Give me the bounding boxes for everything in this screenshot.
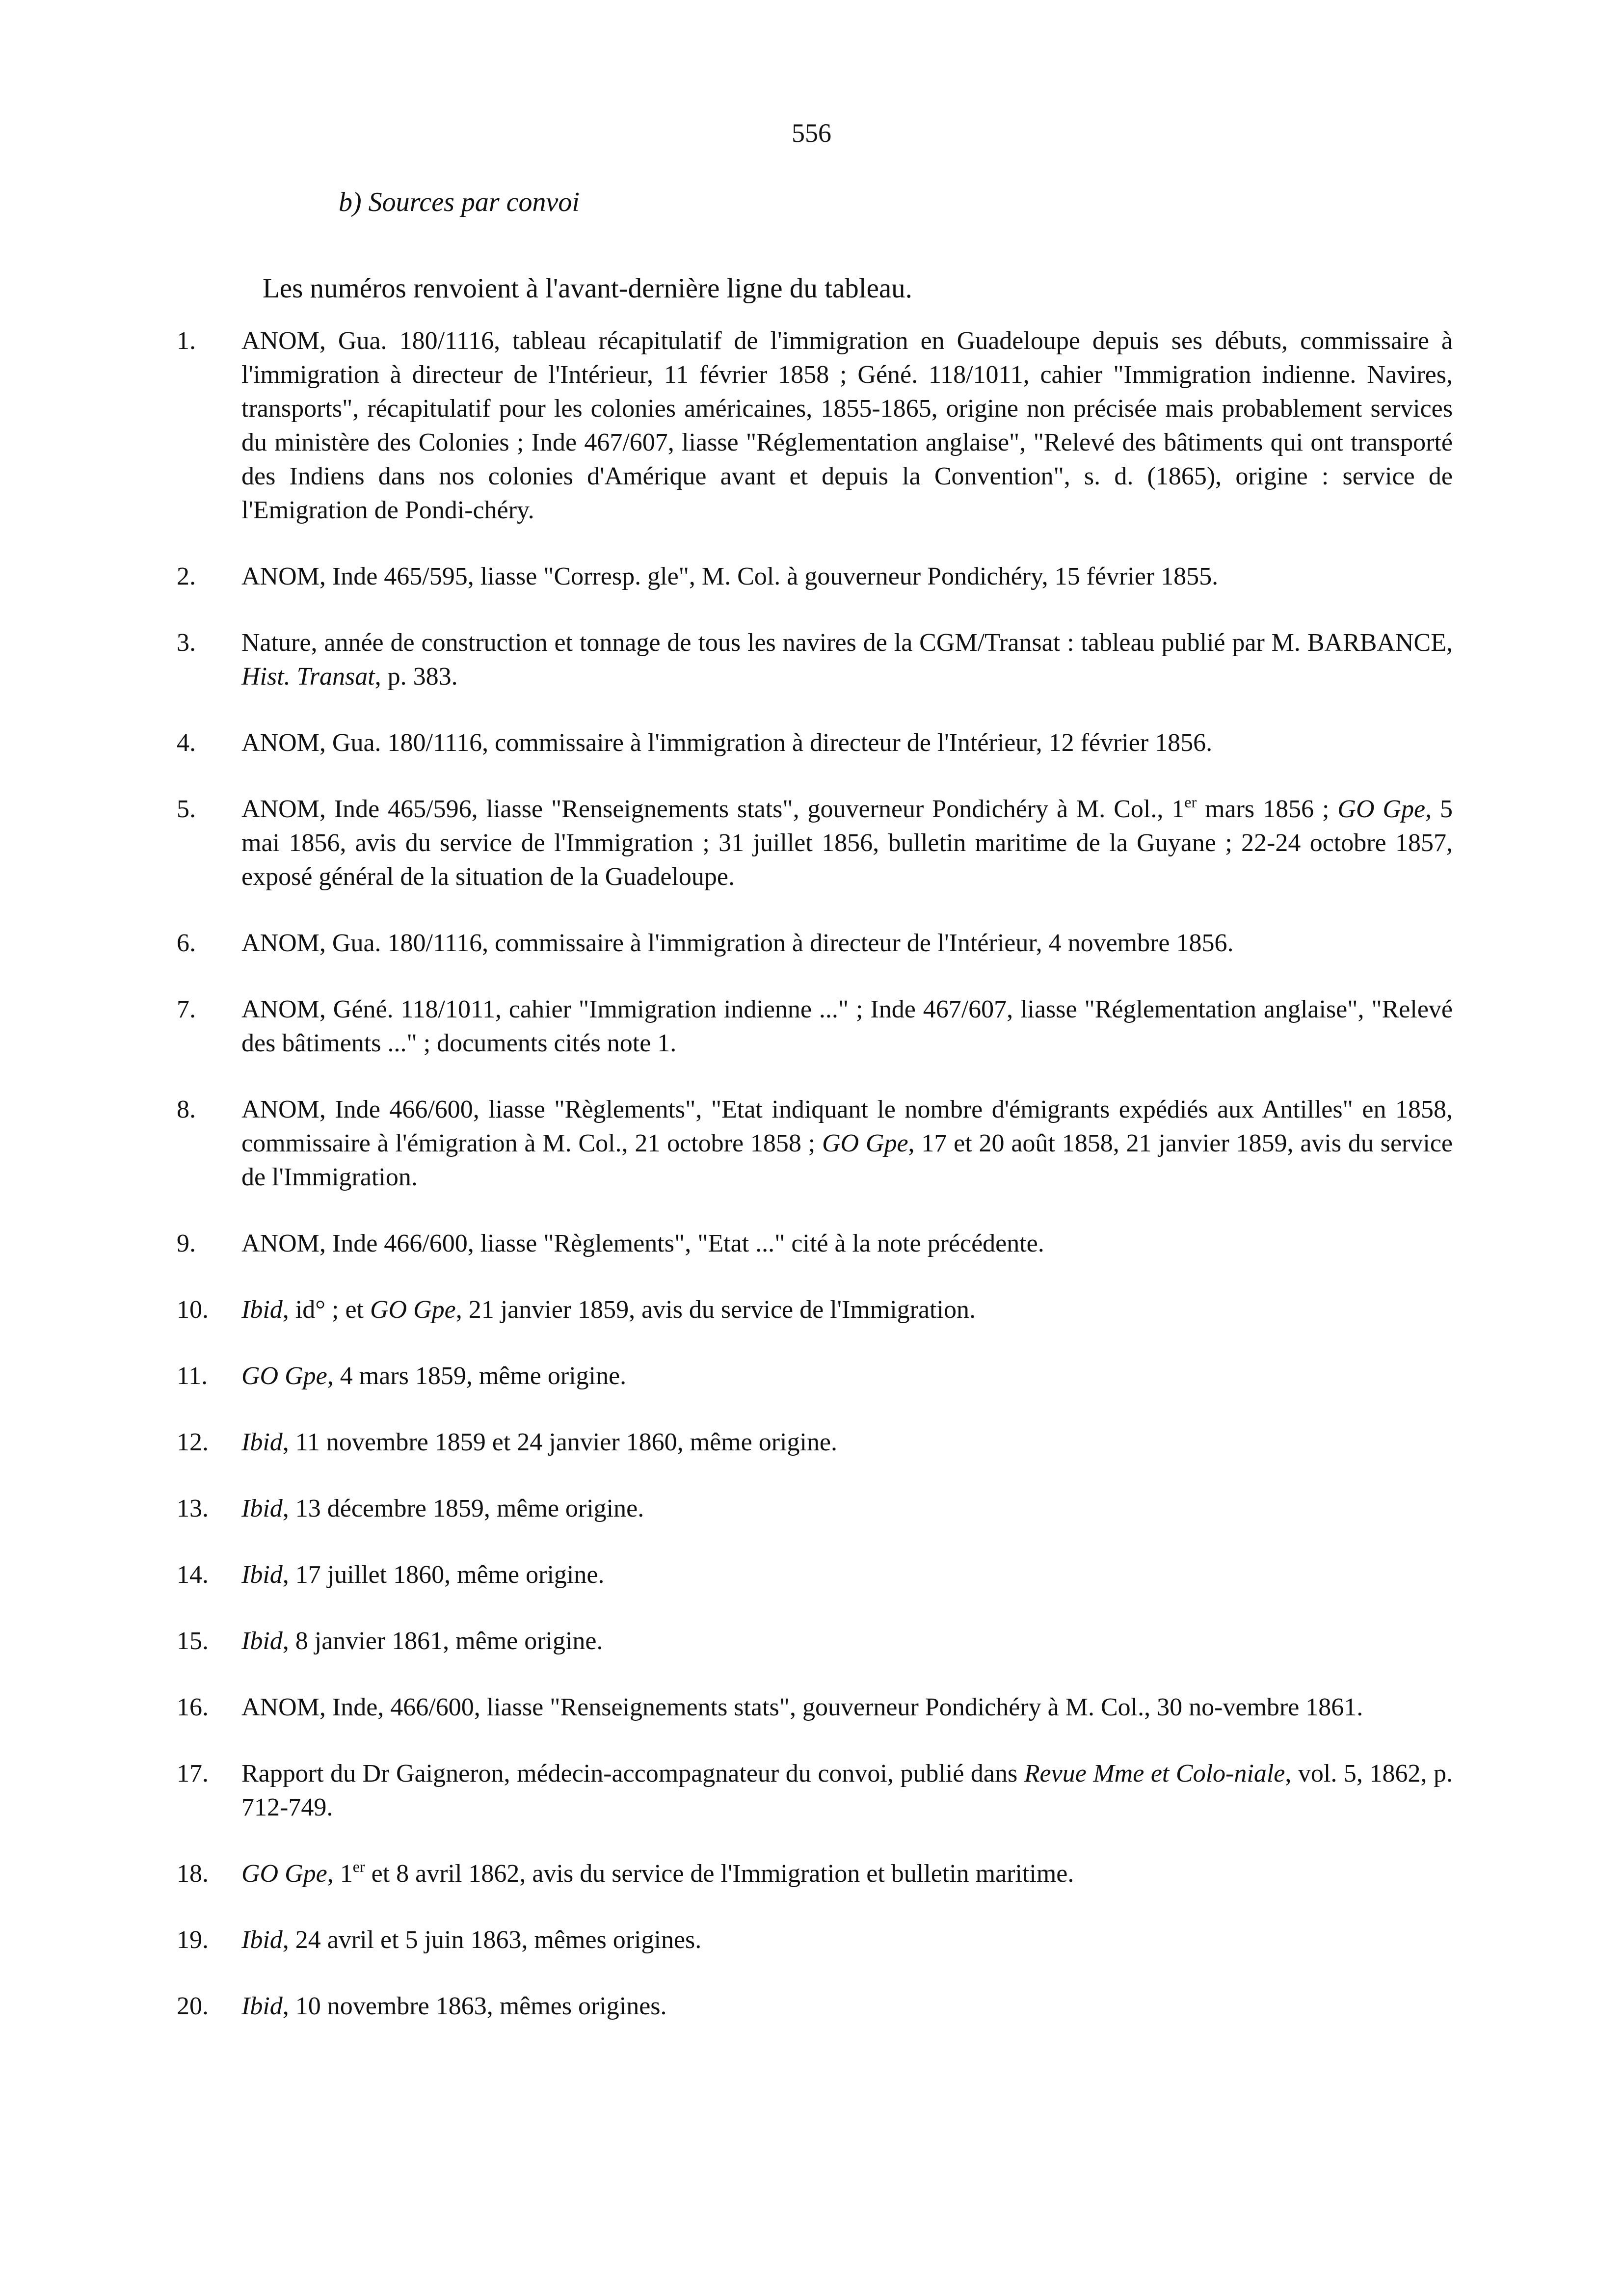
note-text: Ibid, 13 décembre 1859, même origine. [241,1495,644,1522]
note-number: 5. [177,795,196,823]
source-note [177,1359,1453,1393]
note-text: Ibid, 10 novembre 1863, mêmes origines. [241,1992,667,2020]
note-number: 8. [177,1095,196,1123]
note-text: Ibid, id° ; et GO Gpe, 21 janvier 1859, avis du service de l'Immigration. [241,1296,976,1324]
source-note [177,726,1453,760]
note-text: GO Gpe, 1er et 8 avril 1862, avis du service de l'Immigration et bulletin maritime. [241,1858,1074,1888]
note-text: ANOM, Inde 465/596, liasse "Renseignements stats", gouverneur Pondichéry à M. Col., 1er mars 1856 ; GO Gpe, 5 mai 1856, avis du service de l'Immigration ; 31 juillet 1856, bulletin maritime de la Guyane ; 22-24 octobre 1857, exposé général de la situation de la Guadeloupe. [241,793,1453,891]
source-note [177,1757,1453,1824]
source-note [177,1624,1453,1658]
source-note [177,560,1453,593]
source-note [177,626,1453,694]
note-text: GO Gpe, 4 mars 1859, même origine. [241,1362,627,1390]
note-text: Ibid, 24 avril et 5 juin 1863, mêmes origines. [241,1926,702,1954]
note-text: ANOM, Inde 465/595, liasse "Corresp. gle", M. Col. à gouverneur Pondichéry, 15 février 1855. [241,562,1219,590]
note-number: 17. [177,1760,209,1788]
note-number: 19. [177,1926,209,1954]
note-number: 14. [177,1561,209,1589]
source-note [177,926,1453,960]
note-number: 7. [177,995,196,1023]
source-note [177,1492,1453,1525]
note-text: ANOM, Gua. 180/1116, tableau récapitulatif de l'immigration en Guadeloupe depuis ses débuts, commissaire à l'immigration à directeur de l'Intérieur, 11 février 1858 ; Géné. 118/1011, cahier "Immigration indienne. Navires, transports", récapitulatif pour les colonies américaines, 1855-1865, origine non précisée mais probablement services du ministère des Colonies ; Inde 467/607, liasse "Réglementation anglaise", "Relevé des bâtiments qui ont transporté des Indiens dans nos colonies d'Amérique avant et depuis la Convention", s. d. (1865), origine : service de l'Emigration de Pondi-chéry. [241,327,1453,524]
note-number: 9. [177,1229,196,1257]
note-number: 13. [177,1495,209,1522]
note-number: 6. [177,929,196,957]
note-number: 3. [177,629,196,657]
note-number: 1. [177,327,196,355]
note-text: Ibid, 8 janvier 1861, même origine. [241,1627,603,1655]
note-number: 18. [177,1860,209,1888]
note-text: ANOM, Inde, 466/600, liasse "Renseignements stats", gouverneur Pondichéry à M. Col., 30 no-vembre 1861. [241,1693,1363,1721]
note-text: Nature, année de construction et tonnage de tous les navires de la CGM/Transat : tableau publié par M. BARBANCE, Hist. Transat, p. 383. [241,629,1453,691]
note-text: ANOM, Gua. 180/1116, commissaire à l'immigration à directeur de l'Intérieur, 4 novembre 1856. [241,929,1234,957]
note-text: ANOM, Gua. 180/1116, commissaire à l'immigration à directeur de l'Intérieur, 12 février 1856. [241,729,1213,757]
intro-text: Les numéros renvoient à l'avant-dernière ligne du tableau. [263,273,912,304]
note-number: 12. [177,1428,209,1456]
note-number: 10. [177,1296,209,1324]
source-note [177,792,1453,894]
note-number: 2. [177,562,196,590]
source-note [177,992,1453,1060]
note-text: Rapport du Dr Gaigneron, médecin-accompagnateur du convoi, publié dans Revue Mme et Colo-niale, vol. 5, 1862, p. 712-749. [241,1760,1453,1821]
section-heading: b) Sources par convoi [339,187,580,217]
note-number: 11. [177,1362,208,1390]
source-note [177,1558,1453,1592]
note-text: Ibid, 17 juillet 1860, même origine. [241,1561,605,1589]
source-notes-list [177,324,1453,2056]
source-note [177,1690,1453,1724]
page-number: 556 [792,118,831,148]
source-note [177,1989,1453,2023]
note-number: 15. [177,1627,209,1655]
note-number: 16. [177,1693,209,1721]
note-number: 20. [177,1992,209,2020]
note-text: ANOM, Géné. 118/1011, cahier "Immigration indienne ..." ; Inde 467/607, liasse "Réglementation anglaise", "Relevé des bâtiments ..." ; documents cités note 1. [241,995,1453,1057]
note-text: ANOM, Inde 466/600, liasse "Règlements", "Etat ..." cité à la note précédente. [241,1229,1044,1257]
note-number: 4. [177,729,196,757]
note-text: Ibid, 11 novembre 1859 et 24 janvier 1860, même origine. [241,1428,838,1456]
source-note [177,1425,1453,1459]
source-note [177,1923,1453,1957]
source-note [177,1227,1453,1260]
source-note [177,1293,1453,1327]
source-note [177,324,1453,527]
source-note [177,1857,1453,1891]
source-note [177,1093,1453,1194]
note-text: ANOM, Inde 466/600, liasse "Règlements", "Etat indiquant le nombre d'émigrants expédiés aux Antilles" en 1858, commissaire à l'émigration à M. Col., 21 octobre 1858 ; GO Gpe, 17 et 20 août 1858, 21 janvier 1859, avis du service de l'Immigration. [241,1095,1453,1191]
